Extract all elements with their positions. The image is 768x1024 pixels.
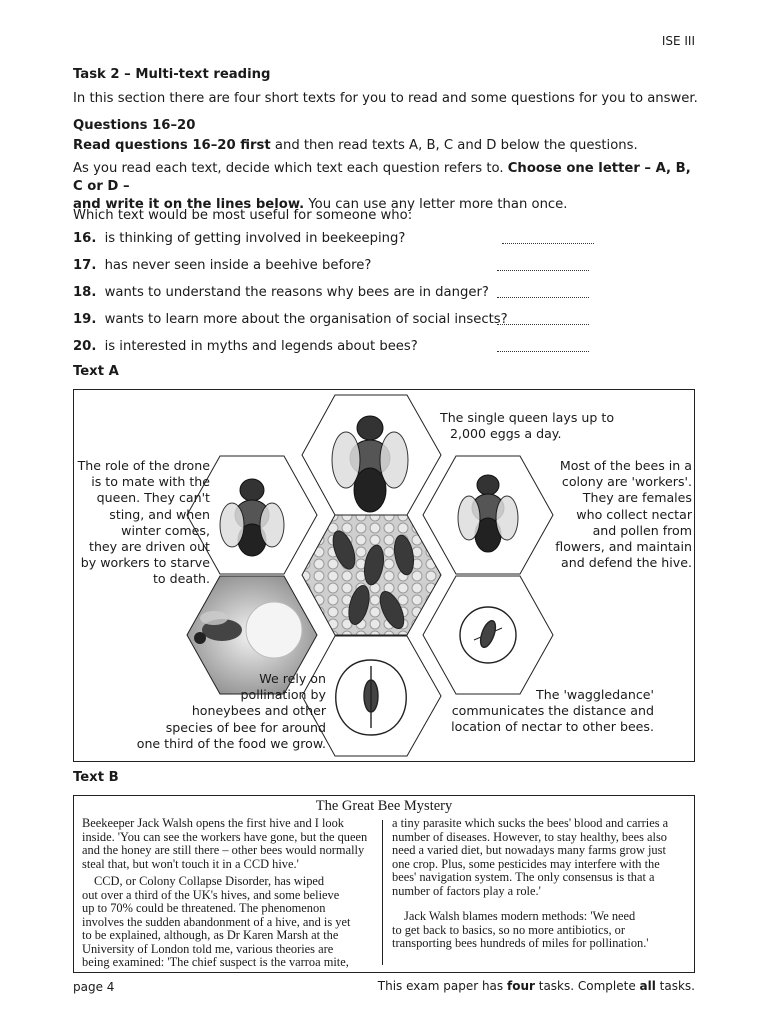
article-line: out over a third of the UK's hives, and some believe [82, 887, 340, 902]
question-number: 19. [73, 312, 97, 327]
question-17 [73, 257, 371, 275]
footer-note-bold: all [639, 979, 656, 993]
task-title: Task 2 – Multi-text reading [73, 67, 271, 82]
question-number: 18. [73, 285, 97, 300]
caption-line: they are driven out [89, 539, 210, 555]
question-19 [73, 311, 508, 329]
instruction-1-bold: Read questions 16–20 first [73, 138, 271, 153]
question-18 [73, 284, 489, 302]
questions-heading: Questions 16–20 [73, 118, 196, 133]
article-title: The Great Bee Mystery [315, 798, 453, 814]
article-line: to get back to basics, so no more antibiotics, or [392, 922, 625, 937]
instruction-2-rest: You can use any letter more than once. [304, 197, 568, 212]
question-text: wants to understand the reasons why bees are in danger? [104, 285, 489, 300]
article-line: up to 70% could be threatened. The phenomenon [82, 901, 326, 915]
caption-queen [440, 410, 614, 442]
question-number: 16. [73, 231, 97, 246]
question-text: has never seen inside a beehive before? [104, 258, 372, 273]
caption-pollination [114, 671, 326, 752]
page-number: page 4 [73, 980, 115, 994]
article-line: involves the sudden abandonment of a hive, and is yet [82, 914, 351, 929]
caption-line: one third of the food we grow. [136, 735, 326, 751]
footer-note [378, 979, 695, 993]
article-line: inside. 'You can see the workers have gone, but the queen [82, 829, 368, 844]
caption-drone [74, 458, 210, 588]
question-text: is thinking of getting involved in beekeeping? [104, 231, 406, 246]
instruction-1 [73, 137, 638, 155]
exam-code: ISE III [661, 34, 695, 48]
footer-note-bold: four [506, 979, 535, 993]
article-line: and the honey are still there – other bees would normally [82, 843, 365, 857]
instruction-2-bold-2: and write it on the lines below. [73, 197, 305, 212]
article-line: number of diseases. However, to stay healthy, bees also [392, 829, 668, 844]
text-a-label: Text A [73, 364, 119, 379]
caption-line: colony are 'workers'. [561, 474, 692, 490]
instruction-2-a: As you read each text, decide which text each question refers to. [73, 161, 508, 176]
article-column-right [392, 817, 692, 951]
article-line: Jack Walsh blames modern methods: 'We need [404, 909, 636, 923]
instruction-2-bold-1: Choose one letter – A, B, C or D – [73, 161, 691, 194]
question-number: 20. [73, 339, 97, 354]
caption-line: sting, and when [109, 506, 210, 522]
article-line: being examined: 'The chief suspect is the varroa mite, [82, 955, 349, 969]
text-a-infographic [73, 389, 695, 762]
caption-line: They are females [582, 490, 692, 506]
text-b-label: Text B [73, 770, 119, 785]
instruction-2 [73, 160, 693, 214]
article-line: Beekeeper Jack Walsh opens the first hive and I look [82, 816, 344, 830]
task-intro: In this section there are four short texts for you to read and some questions for you to answer. [73, 91, 698, 106]
question-16 [73, 230, 405, 248]
questions-lead: Which text would be most useful for someone who: [73, 208, 413, 223]
question-20 [73, 338, 418, 356]
caption-line: is to mate with the [91, 474, 210, 490]
article-line: to be explained, although, as Dr Karen Marsh at the [82, 928, 339, 942]
caption-line: queen. They can't [96, 490, 210, 506]
caption-line: communicates the distance and [451, 703, 654, 719]
article-line: transporting bees hundreds of miles for pollination.' [392, 936, 649, 950]
caption-line: and defend the hive. [561, 555, 692, 571]
caption-line: We rely on [259, 671, 326, 686]
caption-line: The 'waggledance' [536, 687, 654, 702]
caption-line: Most of the bees in a [559, 458, 692, 473]
article-column-left [82, 817, 382, 970]
caption-line: by workers to starve [80, 555, 210, 571]
caption-line: and pollen from [592, 522, 692, 538]
answer-line-18[interactable] [497, 297, 589, 298]
answer-line-16[interactable] [502, 243, 594, 244]
question-text: is interested in myths and legends about bees? [104, 339, 418, 354]
caption-line: The role of the drone [77, 458, 210, 473]
caption-line: location of nectar to other bees. [451, 719, 654, 735]
text-b-article [73, 795, 695, 973]
article-line: need a varied diet, but nowadays many farms grow just [392, 843, 666, 857]
caption-workers [544, 458, 692, 571]
article-line: University of London told me, various theories are [82, 941, 334, 956]
footer-note-part: tasks. [655, 979, 695, 993]
article-line: steal that, but won't touch it in a CCD hive.' [82, 856, 299, 871]
caption-queen-line-2: 2,000 eggs a day. [450, 426, 562, 442]
article-line: number of factors play a role.' [392, 883, 541, 898]
answer-line-19[interactable] [497, 324, 589, 325]
footer-note-part: This exam paper has [377, 979, 507, 993]
article-line: one crop. Plus, some pesticides may interfere with the [392, 856, 660, 871]
caption-line: pollination by [240, 687, 326, 703]
caption-waggle [444, 687, 654, 736]
answer-line-17[interactable] [497, 270, 589, 271]
footer-note-part: tasks. Complete [534, 979, 640, 993]
instruction-1-rest: and then read texts A, B, C and D below the questions. [270, 138, 638, 153]
article-line: a tiny parasite which sucks the bees' blood and carries a [392, 816, 669, 830]
caption-line: to death. [152, 571, 210, 587]
caption-line: honeybees and other [191, 703, 326, 719]
article-line: CCD, or Colony Collapse Disorder, has wiped [94, 874, 325, 888]
column-divider [382, 820, 383, 965]
caption-line: species of bee for around [165, 719, 326, 735]
caption-line: winter comes, [121, 522, 210, 538]
answer-line-20[interactable] [497, 351, 589, 352]
question-text: wants to learn more about the organisation of social insects? [104, 312, 508, 327]
article-line: bees' navigation system. The only consensus is that a [392, 870, 655, 884]
caption-queen-line-1: The single queen lays up to [440, 410, 615, 425]
caption-line: flowers, and maintain [555, 539, 692, 555]
caption-line: who collect nectar [576, 506, 692, 522]
question-number: 17. [73, 258, 97, 273]
